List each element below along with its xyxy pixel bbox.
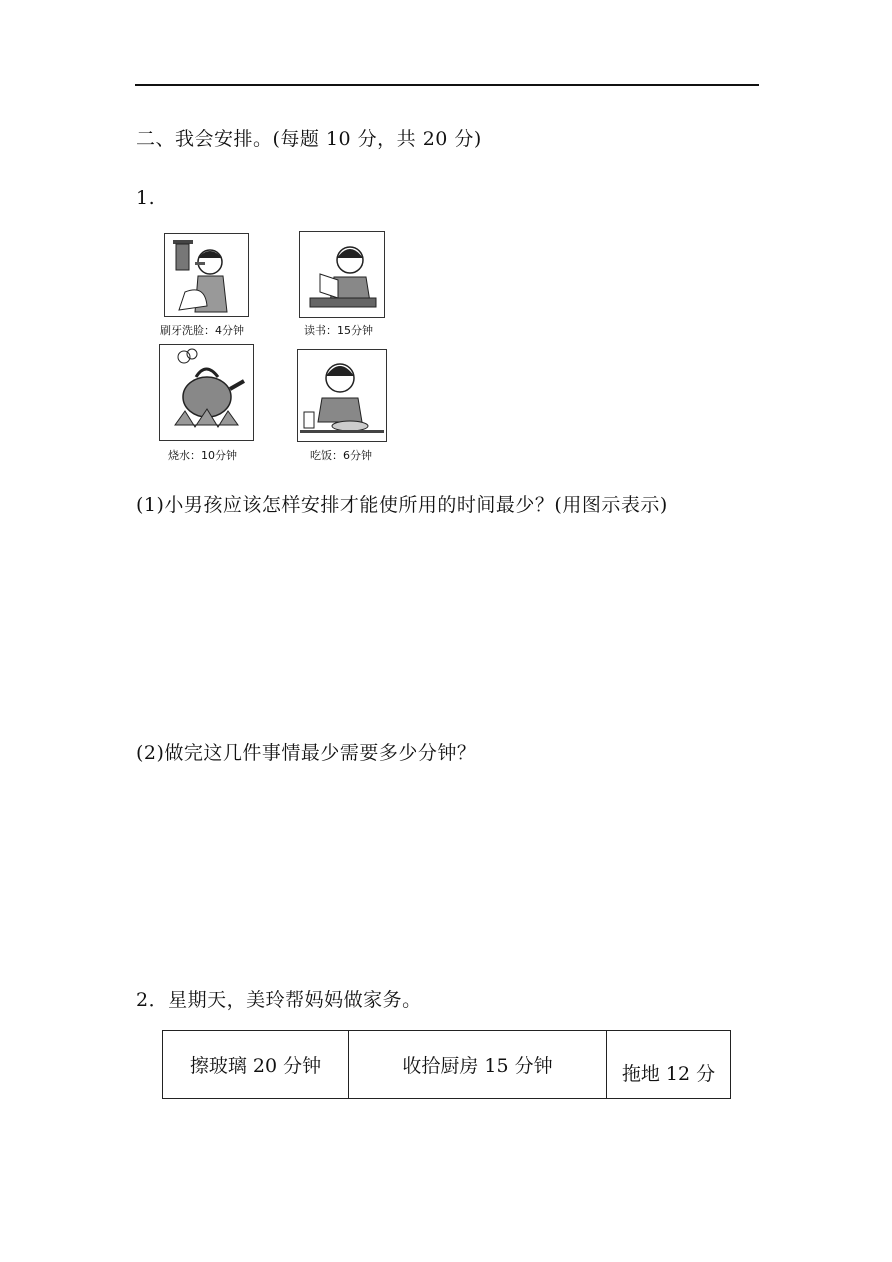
boy-reading-icon: [299, 231, 385, 318]
top-rule: [135, 84, 759, 86]
caption-reading: 读书：15分钟: [304, 324, 373, 337]
caption-kettle: 烧水：10分钟: [168, 449, 237, 462]
table-cell: 拖地 12 分: [607, 1031, 731, 1099]
caption-eating: 吃饭：6分钟: [310, 449, 372, 462]
boy-eating-icon: [297, 349, 387, 442]
question-2-prompt: 2．星期天，美玲帮妈妈做家务。: [136, 989, 422, 1011]
table-cell: 收拾厨房 15 分钟: [349, 1031, 607, 1099]
section-heading: 二、我会安排。(每题 10 分，共 20 分): [136, 128, 482, 150]
kettle-icon: [159, 344, 254, 441]
table-row: [163, 1031, 731, 1099]
question-1-part-2: (2)做完这几件事情最少需要多少分钟？: [136, 742, 477, 764]
table-cell: 擦玻璃 20 分钟: [163, 1031, 349, 1099]
boy-washing-icon: [164, 233, 249, 317]
caption-washing: 刷牙洗脸：4分钟: [160, 324, 244, 337]
question-1-number: 1.: [136, 187, 156, 209]
chores-table: [162, 1030, 731, 1099]
question-1-part-1: (1)小男孩应该怎样安排才能使所用的时间最少？(用图示表示): [136, 494, 668, 516]
